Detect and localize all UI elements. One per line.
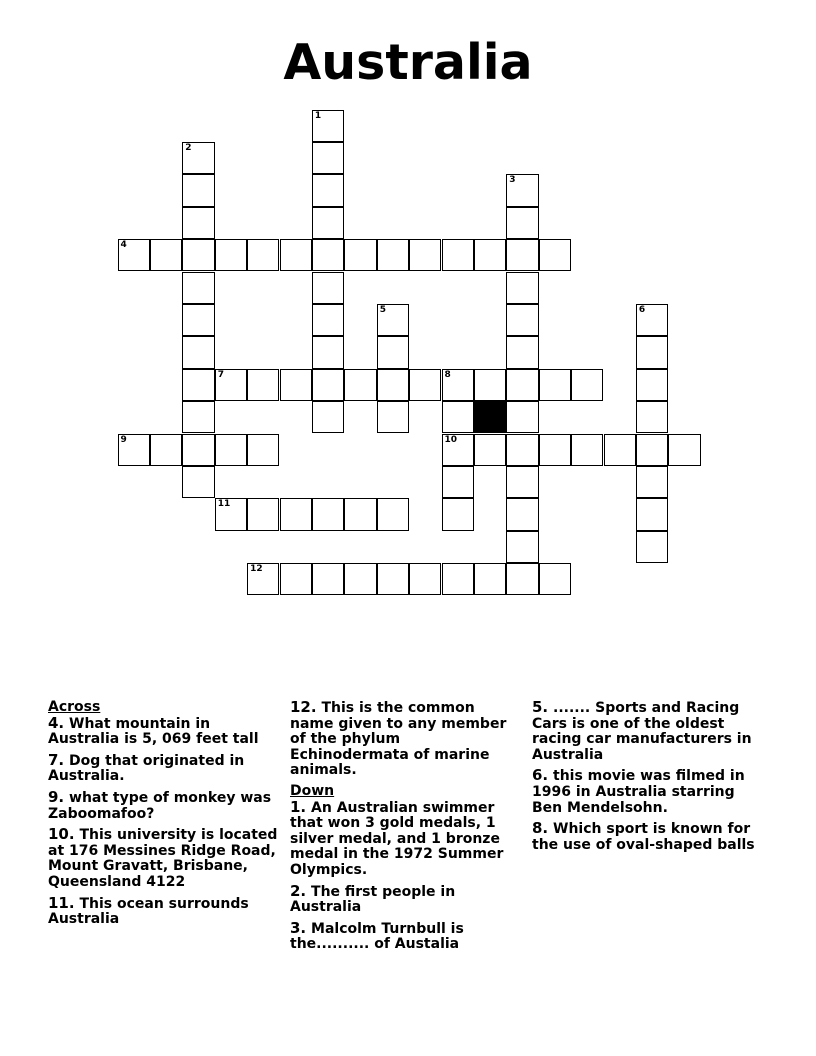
grid-cell[interactable]	[539, 239, 571, 271]
grid-cell[interactable]	[636, 466, 668, 498]
cell-number: 6	[638, 304, 646, 315]
grid-cell[interactable]	[506, 434, 538, 466]
grid-cell[interactable]	[377, 336, 409, 368]
grid-cell[interactable]	[636, 434, 668, 466]
grid-cell[interactable]	[506, 498, 538, 530]
grid-cell[interactable]	[539, 369, 571, 401]
grid-cell[interactable]	[118, 434, 150, 466]
grid-cell[interactable]	[182, 466, 214, 498]
grid-cell[interactable]	[312, 336, 344, 368]
grid-cell[interactable]	[506, 207, 538, 239]
grid-cell[interactable]	[215, 239, 247, 271]
clue-down-5[interactable]: 5. ....... Sports and Racing Cars is one of the oldest racing car manufacturers in Australia	[532, 698, 752, 763]
grid-cell[interactable]	[506, 563, 538, 595]
grid-cell[interactable]	[377, 401, 409, 433]
grid-cell[interactable]	[636, 401, 668, 433]
grid-cell[interactable]	[442, 434, 474, 466]
grid-cell[interactable]	[182, 272, 214, 304]
grid-cell[interactable]	[182, 304, 214, 336]
grid-cell[interactable]	[506, 369, 538, 401]
grid-cell[interactable]	[506, 531, 538, 563]
cell-number: 5	[379, 304, 386, 315]
grid-cell[interactable]	[668, 434, 700, 466]
grid-cell[interactable]	[312, 401, 344, 433]
grid-cell[interactable]	[312, 498, 344, 530]
cell-number: 9	[120, 434, 127, 445]
grid-cell[interactable]	[539, 563, 571, 595]
grid-cell[interactable]	[312, 272, 344, 304]
grid-cell[interactable]	[474, 563, 506, 595]
grid-cell[interactable]	[247, 369, 279, 401]
clue-down-1[interactable]: 1. An Australian swimmer that won 3 gold medals, 1 silver medal, and 1 bronze medal in the 1972 Summer Olympics.	[290, 797, 504, 878]
across-heading: Across	[48, 699, 101, 715]
grid-cell[interactable]	[182, 239, 214, 271]
grid-cell[interactable]	[182, 369, 214, 401]
grid-cell[interactable]	[280, 239, 312, 271]
grid-cell[interactable]	[247, 563, 279, 595]
down-heading: Down	[290, 782, 335, 799]
grid-cell[interactable]	[182, 207, 214, 239]
grid-cell[interactable]	[604, 434, 636, 466]
grid-cell[interactable]	[215, 369, 247, 401]
cell-number: 7	[217, 369, 224, 380]
clues-column-1	[48, 700, 280, 933]
grid-cell[interactable]	[636, 498, 668, 530]
clue-across-10[interactable]: 10. This university is located at 176 Messines Ridge Road, Mount Gravatt, Brisbane, Queensland 4122	[48, 825, 278, 890]
grid-cell[interactable]	[571, 434, 603, 466]
clue-across-9[interactable]: 9. what type of monkey was Zaboomafoo?	[48, 787, 272, 822]
grid-cell[interactable]	[506, 466, 538, 498]
grid-cell[interactable]	[506, 272, 538, 304]
grid-cell[interactable]	[571, 369, 603, 401]
cell-number: 1	[314, 110, 322, 121]
grid-cell[interactable]	[474, 239, 506, 271]
grid-cell[interactable]	[344, 498, 376, 530]
grid-cell[interactable]	[474, 369, 506, 401]
grid-cell[interactable]	[377, 563, 409, 595]
grid-cell[interactable]	[442, 563, 474, 595]
clues-column-2	[290, 700, 522, 958]
grid-cell[interactable]	[442, 401, 474, 433]
grid-cell[interactable]	[377, 304, 409, 336]
puzzle-title: Australia	[283, 34, 533, 91]
grid-cell[interactable]	[344, 369, 376, 401]
grid-cell[interactable]	[539, 434, 571, 466]
cell-number: 2	[185, 142, 192, 153]
grid-cell[interactable]	[182, 434, 214, 466]
grid-cell[interactable]	[636, 336, 668, 368]
grid-cell[interactable]	[344, 563, 376, 595]
cell-number: 4	[120, 240, 127, 251]
grid-cell[interactable]	[280, 563, 312, 595]
grid-cell[interactable]	[312, 207, 344, 239]
black-square	[474, 401, 506, 433]
grid-cell[interactable]	[409, 239, 441, 271]
cell-number: 12	[250, 564, 263, 575]
grid-cell[interactable]	[442, 239, 474, 271]
grid-cell[interactable]	[442, 369, 474, 401]
cell-number: 3	[509, 175, 516, 186]
clue-across-4[interactable]: 4. What mountain in Australia is 5, 069 feet tall	[48, 713, 259, 748]
grid-cell[interactable]	[377, 369, 409, 401]
clue-down-6[interactable]: 6. this movie was filmed in 1996 in Australia starring Ben Mendelsohn.	[532, 766, 745, 816]
cell-number: 8	[444, 369, 451, 380]
grid-cell[interactable]	[312, 142, 344, 174]
grid-cell[interactable]	[118, 239, 150, 271]
grid-cell[interactable]	[506, 401, 538, 433]
grid-cell[interactable]	[215, 498, 247, 530]
grid-cell[interactable]	[247, 434, 279, 466]
grid-cell[interactable]	[506, 336, 538, 368]
clue-across-11[interactable]: 11. This ocean surrounds Australia	[48, 893, 249, 928]
grid-cell[interactable]	[474, 434, 506, 466]
grid-cell[interactable]	[344, 239, 376, 271]
grid-cell[interactable]	[636, 304, 668, 336]
grid-cell[interactable]	[215, 434, 247, 466]
clue-down-3[interactable]: 3. Malcolm Turnbull is the.......... of Austalia	[290, 918, 464, 953]
grid-cell[interactable]	[506, 239, 538, 271]
grid-cell[interactable]	[280, 369, 312, 401]
clue-down-8[interactable]: 8. Which sport is known for the use of oval-shaped balls	[532, 819, 755, 853]
grid-cell[interactable]	[409, 563, 441, 595]
grid-cell[interactable]	[182, 142, 214, 174]
grid-cell[interactable]	[312, 563, 344, 595]
grid-cell[interactable]	[182, 336, 214, 368]
grid-cell[interactable]	[377, 239, 409, 271]
grid-cell[interactable]	[150, 239, 182, 271]
clue-across-12[interactable]: 12. This is the common name given to any member of the phylum Echinodermata of marine animals.	[290, 698, 507, 779]
grid-cell[interactable]	[312, 304, 344, 336]
grid-cell[interactable]	[377, 498, 409, 530]
clue-across-7[interactable]: 7. Dog that originated in Australia.	[48, 750, 245, 785]
grid-cell[interactable]	[442, 498, 474, 530]
grid-cell[interactable]	[247, 239, 279, 271]
grid-cell[interactable]	[312, 110, 344, 142]
grid-cell[interactable]	[506, 304, 538, 336]
clue-down-2[interactable]: 2. The first people in Australia	[290, 881, 456, 916]
grid-cell[interactable]	[182, 174, 214, 206]
grid-cell[interactable]	[312, 174, 344, 206]
grid-cell[interactable]	[247, 498, 279, 530]
grid-cell[interactable]	[636, 531, 668, 563]
clues-column-3	[532, 700, 764, 858]
cell-number: 10	[444, 434, 458, 445]
grid-cell[interactable]	[636, 369, 668, 401]
grid-cell[interactable]	[312, 369, 344, 401]
grid-cell[interactable]	[409, 369, 441, 401]
grid-cell[interactable]	[312, 239, 344, 271]
grid-cell[interactable]	[182, 401, 214, 433]
cell-number: 11	[217, 499, 231, 510]
grid-cell[interactable]	[442, 466, 474, 498]
grid-cell[interactable]	[280, 498, 312, 530]
grid-cell[interactable]	[150, 434, 182, 466]
grid-cell[interactable]	[506, 174, 538, 206]
